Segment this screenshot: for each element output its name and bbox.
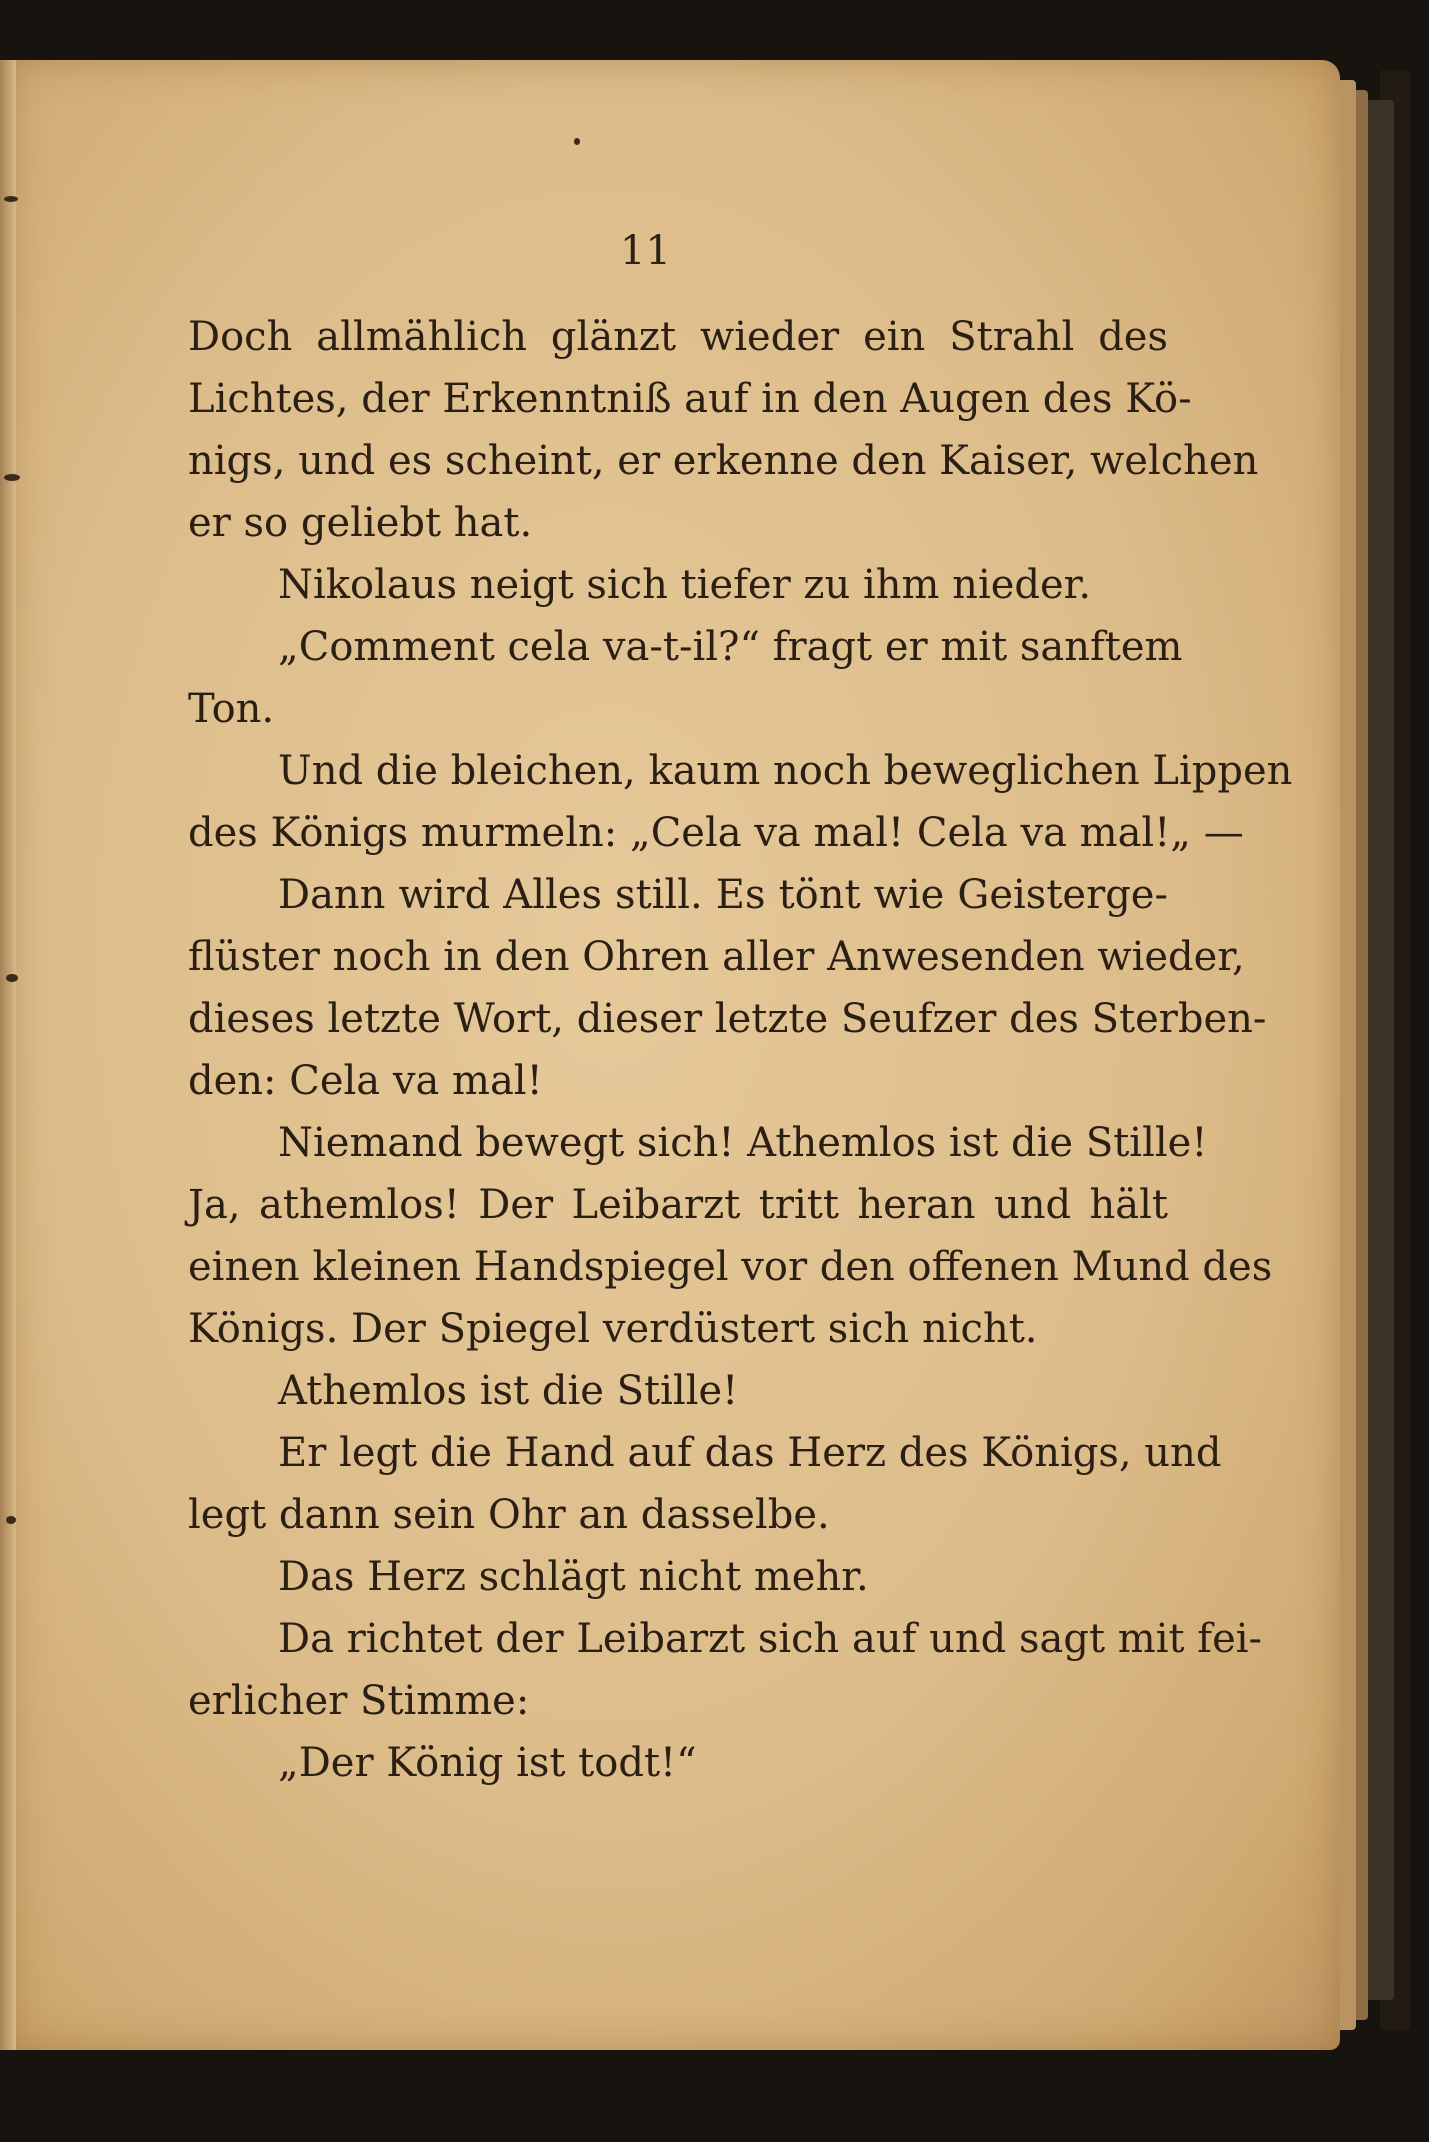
thread-mark (4, 196, 18, 202)
text-line: Ton. (188, 686, 275, 732)
text-line: Er legt die Hand auf das Herz des Königs, und (278, 1430, 1222, 1476)
text-line: Athemlos ist die Stille! (278, 1368, 739, 1414)
text-line: Nikolaus neigt sich tiefer zu ihm nieder. (278, 562, 1092, 608)
text-line: Da richtet der Leibarzt sich auf und sagt mit fei- (278, 1616, 1263, 1662)
text-line: einen kleinen Handspiegel vor den offenen Mund des (188, 1244, 1273, 1290)
text-line: Das Herz schlägt nicht mehr. (278, 1554, 869, 1600)
text-line: nigs, und es scheint, er erkenne den Kaiser, welchen (188, 438, 1259, 484)
text-line: dieses letzte Wort, dieser letzte Seufzer des Sterben- (188, 996, 1267, 1042)
binding-gutter (0, 60, 16, 2050)
page-number: 11 (620, 228, 671, 274)
text-line: Dann wird Alles still. Es tönt wie Geisterge- (278, 872, 1168, 918)
text-line: Doch allmählich glänzt wieder ein Strahl des (188, 314, 1168, 360)
text-line: Niemand bewegt sich! Athemlos ist die Stille! (278, 1120, 1208, 1166)
thread-mark (4, 474, 20, 481)
text-line: er so geliebt hat. (188, 500, 533, 546)
text-line: legt dann sein Ohr an dasselbe. (188, 1492, 830, 1538)
text-line: Ja, athemlos! Der Leibarzt tritt heran und hält (188, 1182, 1168, 1228)
text-line: flüster noch in den Ohren aller Anwesenden wieder, (188, 934, 1245, 980)
text-line: Und die bleichen, kaum noch beweglichen Lippen (278, 748, 1293, 794)
text-line: den: Cela va mal! (188, 1058, 543, 1104)
text-line: des Königs murmeln: „Cela va mal! Cela va mal!„ — (188, 810, 1244, 856)
text-line: „Comment cela va-t-il?“ fragt er mit sanftem (278, 624, 1183, 670)
thread-mark (6, 974, 18, 982)
ink-speck (574, 138, 580, 145)
text-line: Lichtes, der Erkenntniß auf in den Augen des Kö- (188, 376, 1192, 422)
text-line: erlicher Stimme: (188, 1678, 530, 1724)
thread-mark (6, 1516, 16, 1524)
text-line: Königs. Der Spiegel verdüstert sich nicht. (188, 1306, 1038, 1352)
text-line: „Der König ist todt!“ (278, 1740, 697, 1786)
